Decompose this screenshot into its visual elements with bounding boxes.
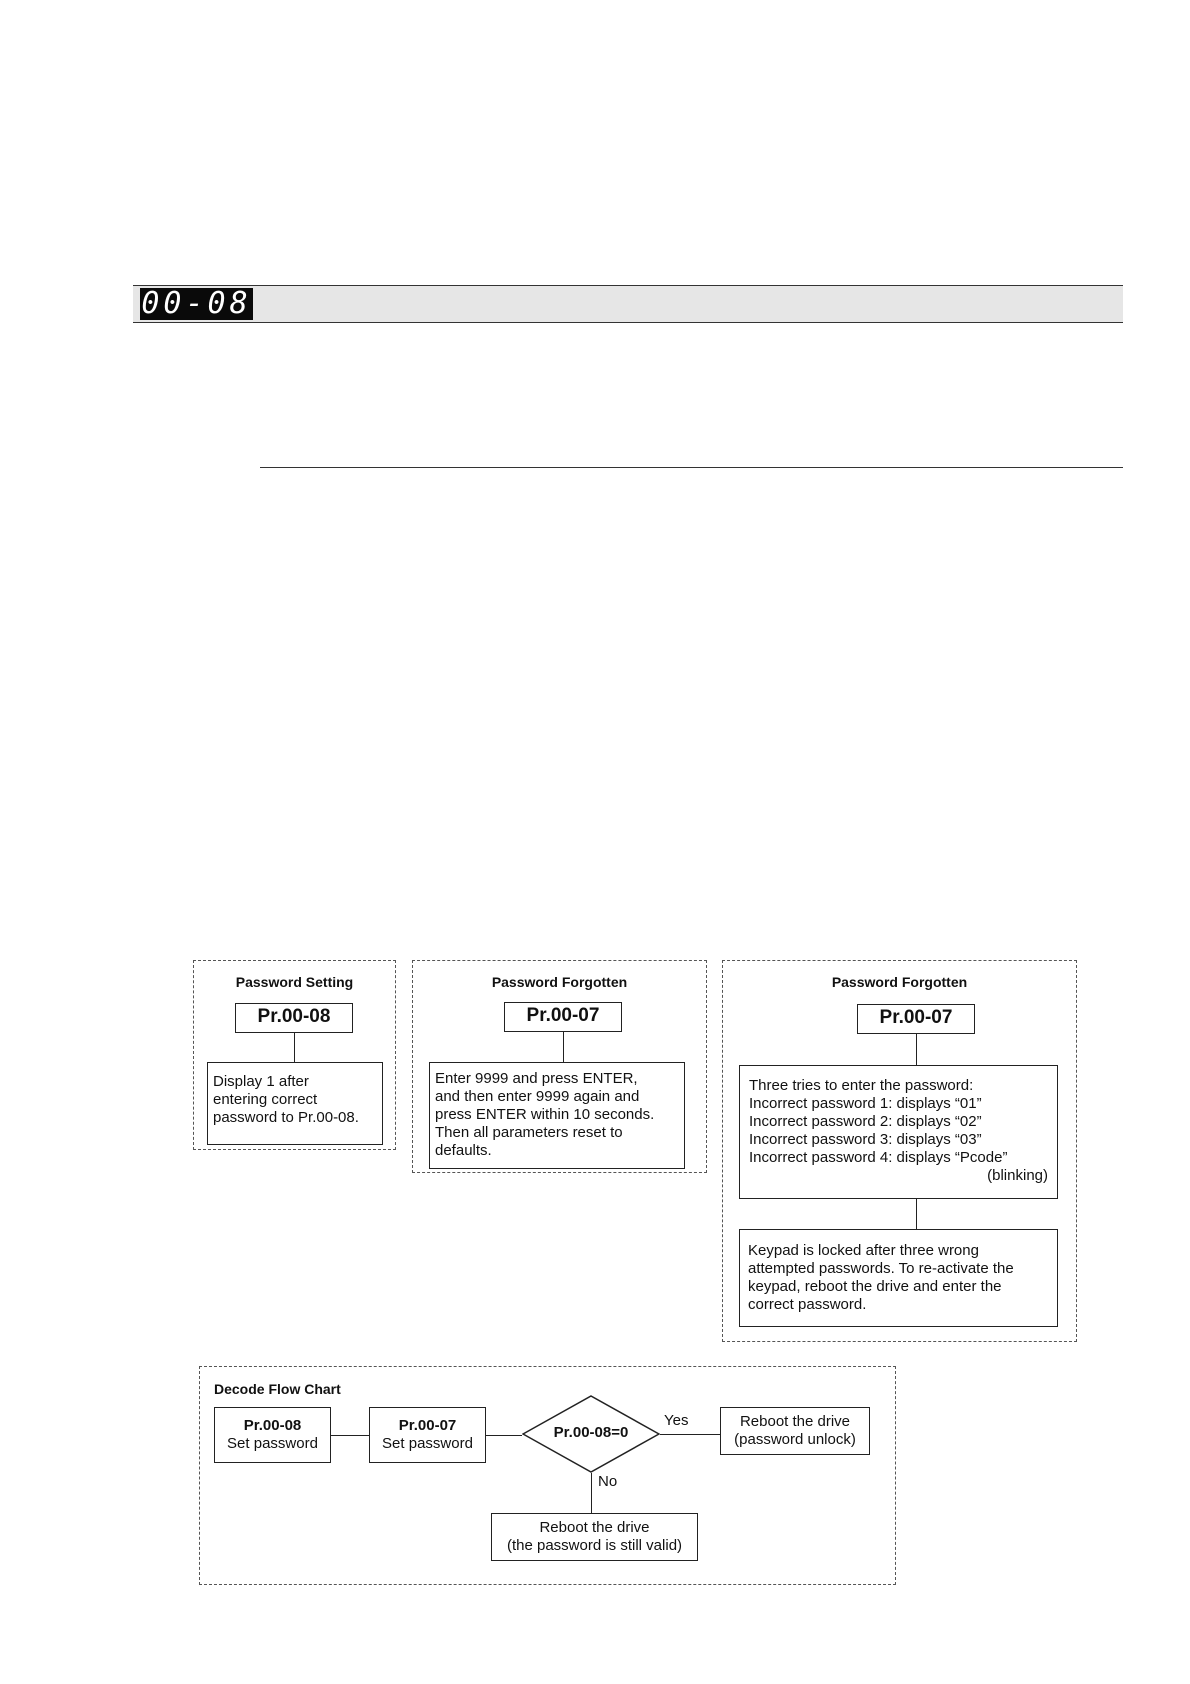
result-line: Reboot the drive	[539, 1519, 650, 1536]
set-password-box-2	[369, 1407, 486, 1463]
tries-line: Incorrect password 1: displays “01”	[749, 1095, 982, 1112]
tries-line: (blinking)	[987, 1167, 1048, 1184]
connector-line	[486, 1435, 522, 1436]
decode-flow-chart-panel	[199, 1366, 896, 1585]
description-line: Enter 9999 and press ENTER,	[435, 1070, 638, 1087]
keypad-lock-box	[739, 1229, 1058, 1327]
param-box: Pr.00-08	[235, 1003, 353, 1033]
description-box	[429, 1062, 685, 1169]
description-line: entering correct	[213, 1091, 318, 1108]
step-param: Pr.00-08	[243, 1417, 302, 1434]
connector-line	[294, 1033, 295, 1062]
password-forgotten-tries-panel	[722, 960, 1077, 1342]
lock-line: correct password.	[748, 1296, 867, 1313]
panel-title: Password Forgotten	[491, 974, 628, 990]
description-line: Display 1 after	[213, 1073, 309, 1090]
decision-label: Pr.00-08=0	[553, 1424, 629, 1441]
connector-line	[916, 1199, 917, 1229]
param-box: Pr.00-07	[504, 1002, 622, 1032]
panel-title: Password Forgotten	[831, 974, 968, 990]
set-password-box-1	[214, 1407, 331, 1463]
description-line: password to Pr.00-08.	[213, 1109, 359, 1126]
connector-line	[563, 1032, 564, 1062]
step-param: Pr.00-07	[398, 1417, 457, 1434]
reboot-still-valid-box	[491, 1513, 698, 1561]
connector-line	[660, 1434, 720, 1435]
flow-chart-title: Decode Flow Chart	[214, 1381, 341, 1397]
connector-line	[916, 1034, 917, 1065]
parameter-header-bar	[133, 285, 1123, 323]
description-line: defaults.	[435, 1142, 492, 1159]
password-forgotten-reset-panel	[412, 960, 707, 1173]
yes-label: Yes	[664, 1412, 689, 1429]
description-line: and then enter 9999 again and	[435, 1088, 640, 1105]
tries-line: Incorrect password 4: displays “Pcode”	[749, 1149, 1008, 1166]
lock-line: Keypad is locked after three wrong	[748, 1242, 979, 1259]
parameter-code-display: 00-08	[141, 286, 252, 321]
step-label: Set password	[382, 1435, 473, 1452]
result-line: (password unlock)	[734, 1431, 856, 1448]
password-setting-panel	[193, 960, 396, 1150]
result-line: Reboot the drive	[739, 1413, 851, 1430]
connector-line	[331, 1435, 369, 1436]
no-label: No	[598, 1473, 618, 1490]
reboot-unlock-box	[720, 1407, 870, 1455]
description-box	[207, 1062, 383, 1145]
step-label: Set password	[227, 1435, 318, 1452]
result-line: (the password is still valid)	[506, 1537, 683, 1554]
description-line: Then all parameters reset to	[435, 1124, 623, 1141]
tries-box	[739, 1065, 1058, 1199]
lock-line: keypad, reboot the drive and enter the	[748, 1278, 1002, 1295]
tries-line: Incorrect password 2: displays “02”	[749, 1113, 982, 1130]
panel-title: Password Setting	[235, 974, 354, 990]
description-line: press ENTER within 10 seconds.	[435, 1106, 655, 1123]
lock-line: attempted passwords. To re-activate the	[748, 1260, 1014, 1277]
connector-line	[591, 1473, 592, 1513]
tries-line: Incorrect password 3: displays “03”	[749, 1131, 982, 1148]
tries-line: Three tries to enter the password:	[749, 1077, 974, 1094]
param-box: Pr.00-07	[857, 1004, 975, 1034]
settings-divider	[260, 467, 1123, 468]
